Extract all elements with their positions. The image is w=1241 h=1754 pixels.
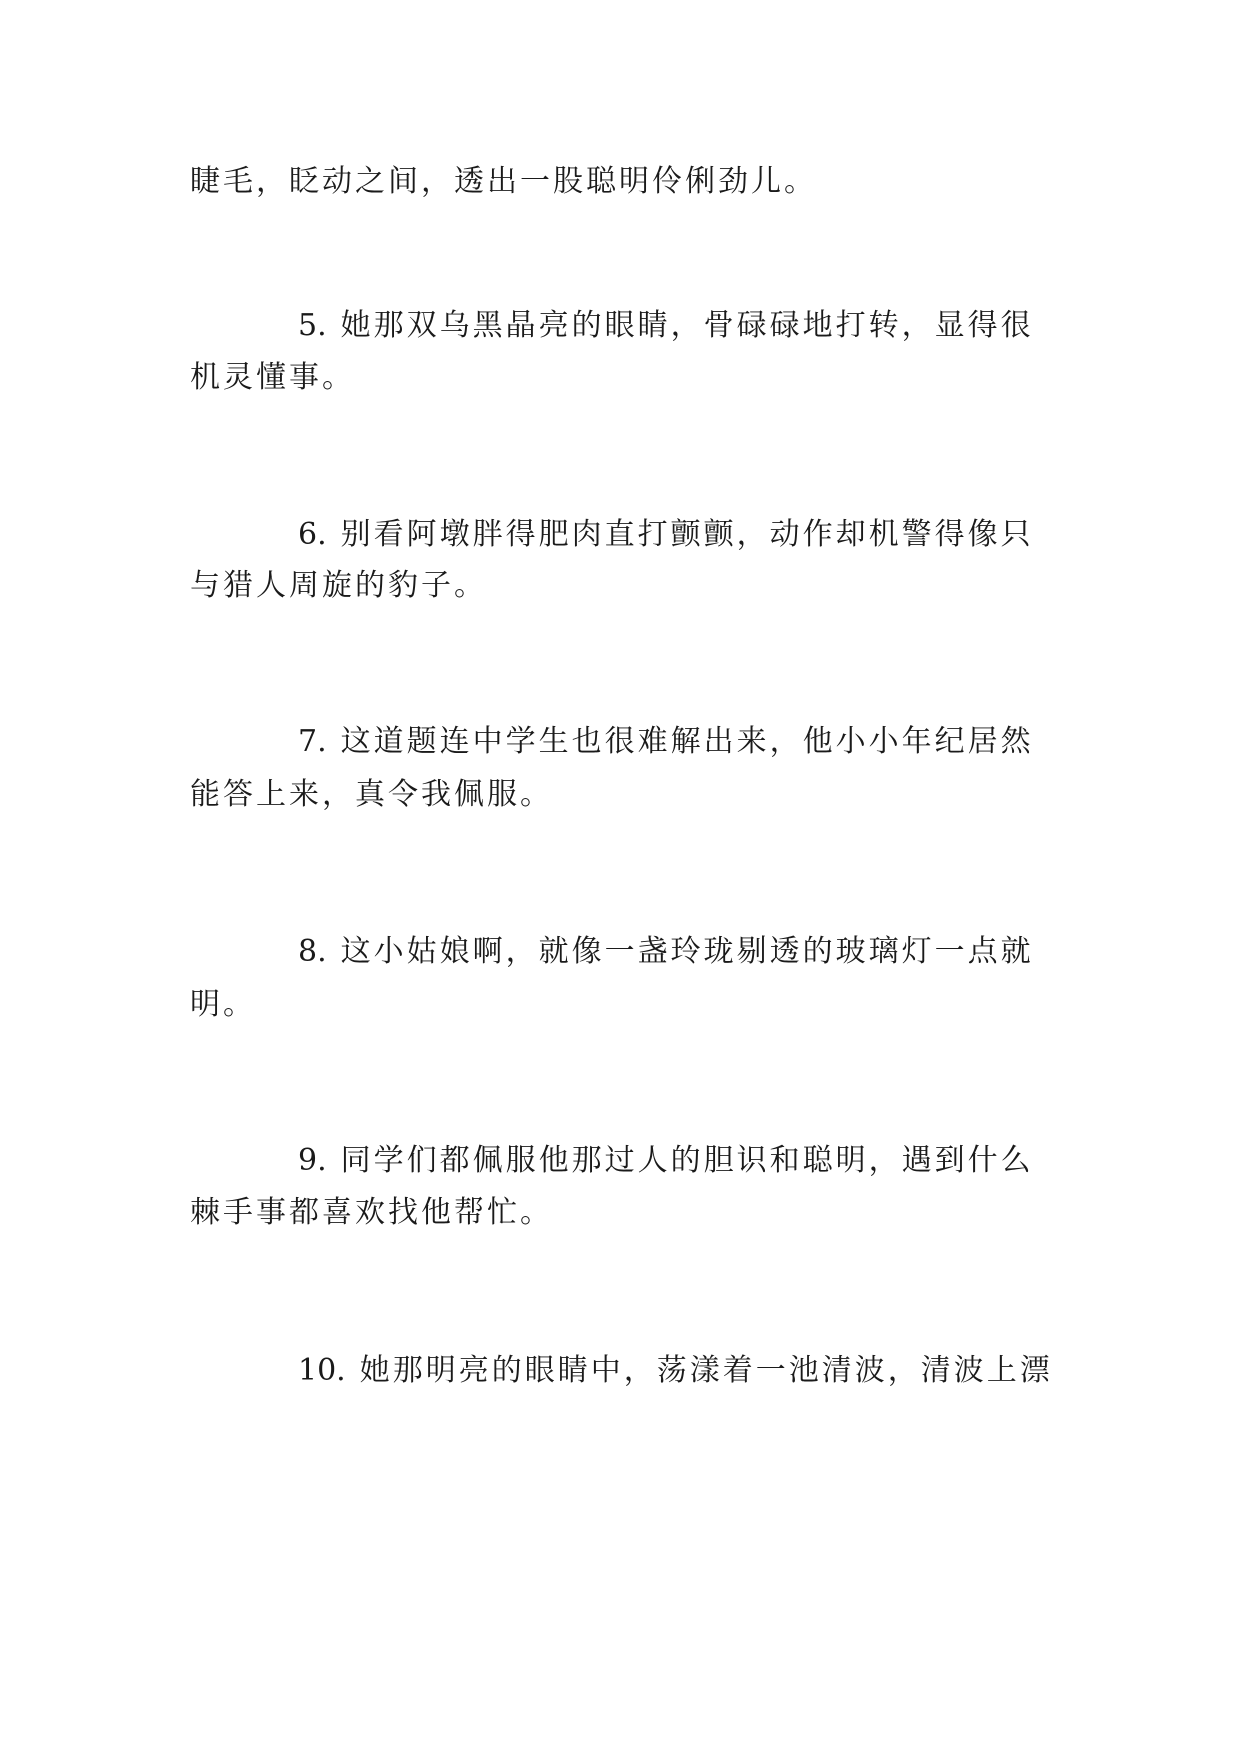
list-item-6-first-line — [298, 515, 1158, 555]
list-item-9-second-line: 棘手事都喜欢找他帮忙。 — [190, 1195, 553, 1230]
list-item-7-first-line — [298, 722, 1158, 762]
list-item-number: 9. — [298, 1143, 327, 1178]
list-item-number: 6. — [298, 517, 327, 552]
list-item-text: 她那明亮的眼睛中，荡漾着一池清波，清波上漂 — [359, 1353, 1053, 1388]
list-item-8-first-line — [298, 932, 1158, 972]
list-item-text: 这小姑娘啊，就像一盏玲珑剔透的玻璃灯一点就 — [340, 934, 1034, 969]
list-item-text: 同学们都佩服他那过人的胆识和聪明，遇到什么 — [340, 1143, 1034, 1178]
list-item-number: 10. — [298, 1353, 346, 1388]
list-item-6-second-line: 与猎人周旋的豹子。 — [190, 568, 487, 603]
list-item-9-first-line — [298, 1141, 1158, 1181]
list-item-text: 她那双乌黑晶亮的眼睛，骨碌碌地打转，显得很 — [340, 308, 1034, 343]
list-item-7-second-line: 能答上来，真令我佩服。 — [190, 777, 553, 812]
list-item-number: 7. — [298, 724, 327, 759]
list-item-5-second-line: 机灵懂事。 — [190, 360, 355, 395]
list-item-10-first-line — [298, 1351, 1158, 1391]
list-item-number: 8. — [298, 934, 327, 969]
list-item-number: 5. — [298, 308, 327, 343]
paragraph-continuation-line: 睫毛，眨动之间，透出一股聪明伶俐劲儿。 — [190, 164, 817, 199]
list-item-5-first-line — [298, 306, 1158, 346]
list-item-8-second-line: 明。 — [190, 987, 256, 1022]
list-item-text: 别看阿墩胖得肥肉直打颤颤，动作却机警得像只 — [340, 517, 1034, 552]
list-item-text: 这道题连中学生也很难解出来，他小小年纪居然 — [340, 724, 1034, 759]
